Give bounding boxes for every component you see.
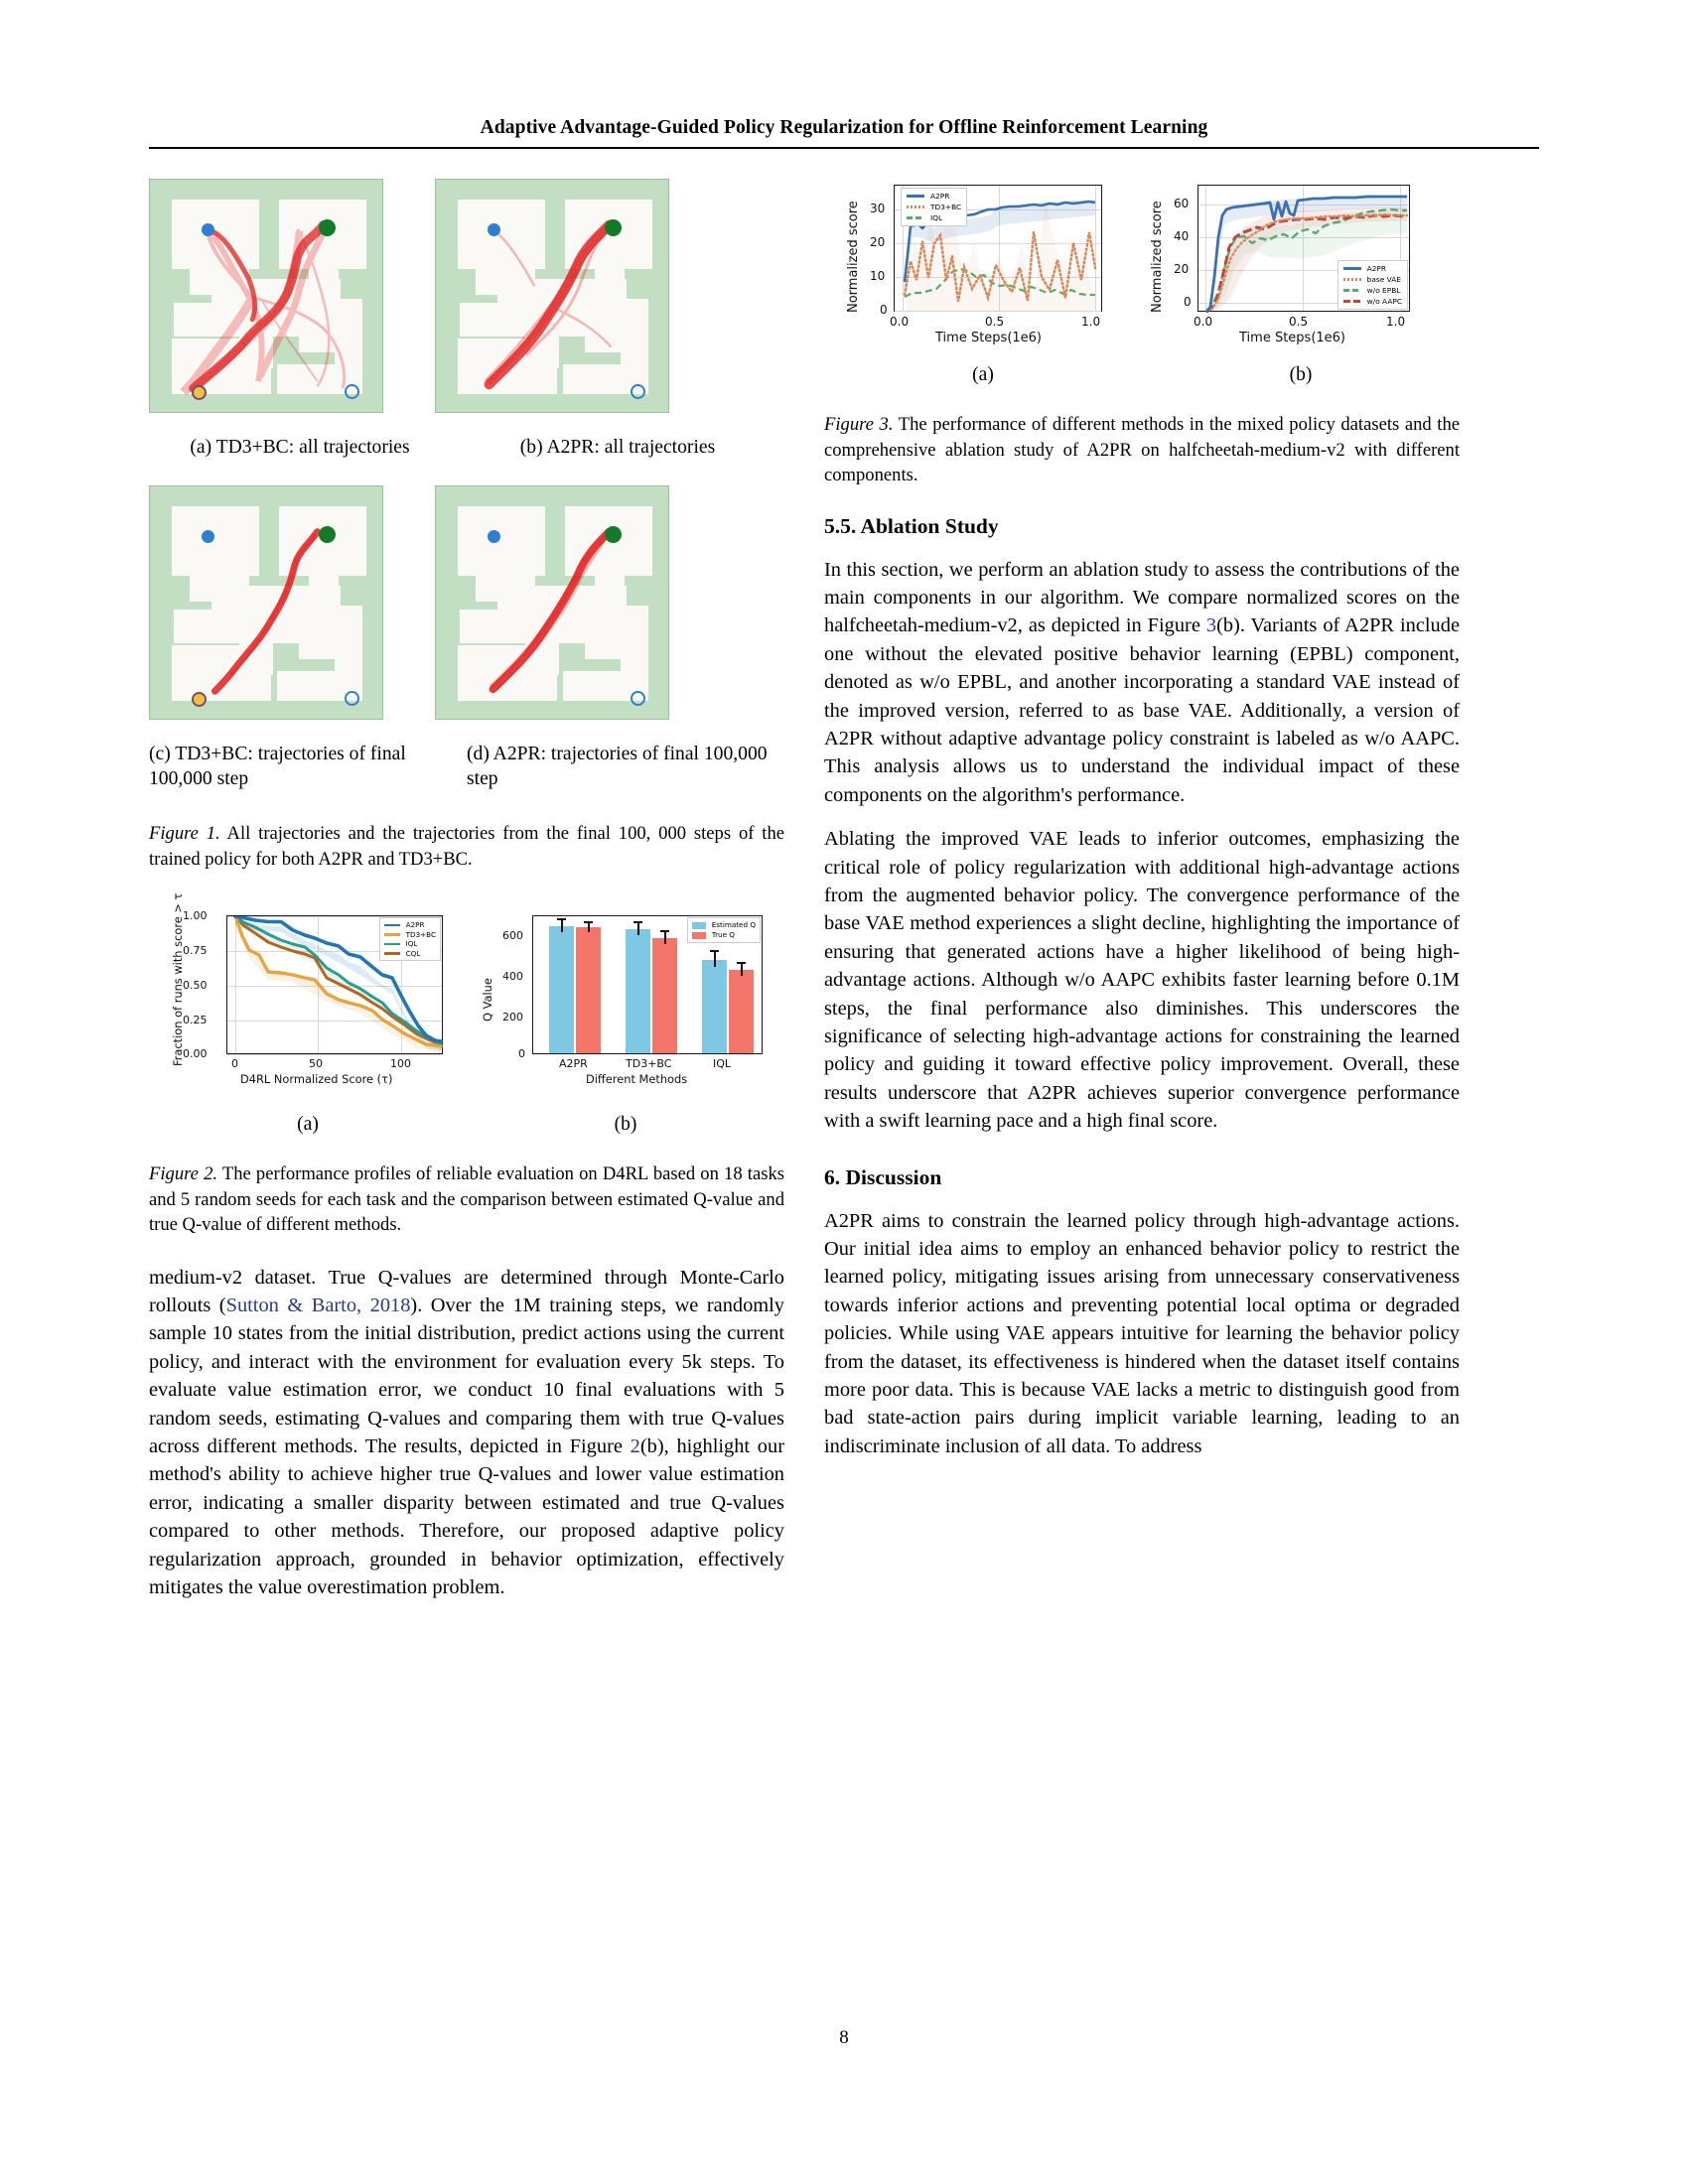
fig2a-xlabel: D4RL Normalized Score (τ) <box>240 1072 393 1086</box>
fig3b-xtick-10: 1.0 <box>1386 315 1406 329</box>
trajectory-overlay <box>150 486 382 719</box>
figure1-row2 <box>149 485 784 720</box>
chart-fig2a <box>149 892 457 1101</box>
figure3-panel-letters <box>824 364 1460 386</box>
fig2b-legend <box>687 917 761 943</box>
figure2-panel-letters <box>149 1114 784 1136</box>
figure2-plots-row <box>149 892 784 1106</box>
bar-estimated-td3bc <box>626 929 650 1053</box>
legend-swatch-box <box>692 932 706 939</box>
running-title: Adaptive Advantage-Guided Policy Regularization for Offline Reinforcement Learning <box>480 117 1208 138</box>
fig3a-axes <box>894 185 1102 312</box>
fig2a-ytick-2: 0.75 <box>183 944 208 957</box>
header-rule <box>149 147 1539 149</box>
fig3b-ytick-0: 0 <box>1184 295 1192 309</box>
legend-swatch-dashed <box>907 216 924 218</box>
legend-swatch-line <box>384 933 400 936</box>
legend-label: IQL <box>405 939 418 949</box>
legend-item-estimated-q <box>692 920 756 930</box>
figure2-panel-a-letter: (a) <box>297 1114 319 1135</box>
fig2a-xtick-2: 50 <box>309 1057 323 1070</box>
goal-marker <box>605 526 622 543</box>
chart-fig2b <box>467 907 784 1101</box>
figure-reference-3[interactable]: 3 <box>1205 614 1217 637</box>
section-heading-ablation: 5.5. Ablation Study <box>824 513 999 538</box>
start-marker <box>202 223 214 236</box>
figure1-subcaption-b: (b) A2PR: all trajectories <box>519 437 716 458</box>
figure2-caption-label: Figure 2. <box>149 1163 218 1184</box>
maze-a2pr-all <box>435 179 669 413</box>
legend-swatch-box <box>692 922 706 929</box>
legend-label: w/o AAPC <box>1366 297 1402 306</box>
fig2a-ytick-4: 0.25 <box>183 1014 208 1026</box>
fig2b-ytick-4: 0 <box>518 1047 525 1060</box>
trajectory-overlay <box>150 180 382 412</box>
figure3-caption <box>824 412 1460 488</box>
legend-label: TD3+BC <box>930 203 962 211</box>
fig3b-axes <box>1197 185 1410 312</box>
legend-item-a2pr <box>384 920 436 930</box>
fig2b-xtick-a2pr: A2PR <box>559 1057 588 1070</box>
fig3b-ytick-20: 20 <box>1174 262 1190 276</box>
figure1-subcaptions-row2 <box>149 742 784 791</box>
fig3b-ytick-40: 40 <box>1174 229 1190 243</box>
start-marker <box>488 223 500 236</box>
trajectory-overlay <box>436 486 668 719</box>
fig2b-xlabel: Different Methods <box>586 1072 688 1086</box>
start-marker <box>202 530 214 543</box>
fig3b-xlabel: Time Steps(1e6) <box>1239 331 1346 345</box>
legend-swatch-dashed <box>1343 289 1361 291</box>
legend-swatch-line <box>384 924 400 927</box>
figure1-caption <box>149 821 784 872</box>
maze-a2pr-final <box>435 485 669 720</box>
fig3b-ylabel: Normalized score <box>1150 201 1165 313</box>
legend-item-wo-epbl <box>1343 285 1402 296</box>
figure3-caption-label: Figure 3. <box>824 414 894 435</box>
fig2b-xtick-iql: IQL <box>713 1057 732 1070</box>
fig2b-ytick-3: 200 <box>502 1011 523 1024</box>
legend-swatch-dotted <box>1343 278 1361 280</box>
fig2b-axes <box>532 915 763 1054</box>
page-number: 8 <box>839 2027 849 2048</box>
figure1-caption-text: All trajectories and the trajectories from the final 100, 000 steps of the trained policy for both A2PR and TD3+BC. <box>149 823 784 870</box>
fig2b-ytick-2: 400 <box>502 970 523 983</box>
figure3-plots-row <box>824 179 1460 362</box>
figure2-panel-b-letter: (b) <box>614 1114 637 1135</box>
fig2a-legend <box>379 917 441 961</box>
goal-marker <box>319 526 336 543</box>
figure2-caption-text: The performance profiles of reliable evaluation on D4RL based on 18 tasks and 5 random seeds for each task and the comparison between estimated Q-value and true Q-value of different methods. <box>149 1163 784 1235</box>
citation-sutton-barto[interactable]: Sutton & Barto, 2018 <box>225 1294 411 1316</box>
discussion-paragraph-1: A2PR aims to constrain the learned policy through high-advantage actions. Our initial idea aims to employ an enhanced behavior policy to restrict the learned policy, mitigating issues arising from unnecessary conservativeness towards inferior actions and preventing potential local optima or degraded policies. While using VAE appears intuitive for learning the behavior policy from the dataset, its effectiveness is hindered when the dataset itself contains more poor data. This is because VAE lacks a metric to distinguish good from bad state-action pairs during implicit variable learning, leading to an indiscriminate inclusion of all data. To address <box>824 1209 1460 1457</box>
ablation-paragraph-1 <box>824 556 1460 810</box>
legend-item-a2pr <box>1343 263 1402 274</box>
fig2a-ylabel: Fraction of runs with score > τ <box>171 892 185 1066</box>
goal-marker <box>605 219 622 236</box>
left-body-paragraph <box>149 1264 784 1602</box>
fig2b-xtick-td3bc: TD3+BC <box>626 1057 672 1070</box>
legend-swatch-line <box>907 195 924 197</box>
bar-true-td3bc <box>652 938 677 1053</box>
fig3a-xtick-10: 1.0 <box>1081 315 1101 329</box>
goal-marker <box>319 219 336 236</box>
legend-item-iql <box>384 939 436 949</box>
legend-label: Estimated Q <box>711 920 756 929</box>
figure3-caption-text: The performance of different methods in the mixed policy datasets and the comprehensive ablation study of A2PR on halfcheetah-medium-v2 with different components. <box>824 414 1461 485</box>
legend-swatch-dotted <box>907 205 924 207</box>
fig2b-ytick-1: 600 <box>502 929 523 942</box>
bar-estimated-iql <box>702 960 727 1053</box>
figure1-subcaptions-row1 <box>149 435 784 460</box>
figure2-caption <box>149 1161 784 1238</box>
figure1 <box>149 179 784 872</box>
fig3a-ylabel: Normalized score <box>846 201 861 313</box>
fig3a-ytick-30: 30 <box>870 202 886 215</box>
bar-estimated-a2pr <box>549 926 574 1053</box>
bar-true-iql <box>729 970 754 1053</box>
figure1-subcaption-a: (a) TD3+BC: all trajectories <box>190 437 410 458</box>
legend-item-a2pr <box>907 191 961 202</box>
fig2a-axes <box>226 915 443 1054</box>
fig3a-ytick-10: 10 <box>870 269 886 283</box>
legend-label: A2PR <box>405 920 425 929</box>
figure2 <box>149 892 784 1238</box>
legend-item-true-q <box>692 930 756 940</box>
legend-swatch-line <box>1343 267 1361 269</box>
legend-label: IQL <box>930 213 943 222</box>
legend-label: CQL <box>405 948 421 958</box>
legend-label: w/o EPBL <box>1366 286 1401 295</box>
right-column <box>824 179 1460 1476</box>
maze-td3bc-final <box>149 485 383 720</box>
fig3a-xlabel: Time Steps(1e6) <box>935 331 1043 345</box>
chart-fig3a <box>824 179 1122 357</box>
fig2a-ytick-3: 0.50 <box>183 979 208 992</box>
figure3-panel-a-letter: (a) <box>972 364 994 385</box>
fig3b-ytick-60: 60 <box>1174 197 1190 210</box>
fig2b-ylabel: Q Value <box>481 978 494 1022</box>
trajectory-overlay <box>436 180 668 412</box>
waypoint-marker <box>345 691 359 706</box>
waypoint-marker <box>631 384 645 399</box>
ablation-p1-part1: In this section, we perform an ablation study to assess the contributions of the main components in our algorithm. We compare normalized scores on the halfcheetah-medium-v2, as depicted in Figure <box>824 558 1460 637</box>
figure-reference-2[interactable]: 2 <box>630 1434 640 1457</box>
waypoint-marker <box>345 384 359 399</box>
ablation-p1-part2: (b). Variants of A2PR include one without the elevated positive behavior learning (EPBL) component, denoted as w/o EPBL, and another incorporating a standard VAE instead of the improved version, referred to as base VAE. Additionally, a version of A2PR without adaptive advantage policy constraint is labeled as w/o AAPC. This analysis allows us to understand the individual impact of these components on the algorithm's performance. <box>824 614 1460 806</box>
legend-label: base VAE <box>1366 275 1401 284</box>
ablation-paragraph-2: Ablating the improved VAE leads to inferior outcomes, emphasizing the critical role of policy regularization with additional high-advantage actions from the augmented behavior policy. The convergence performance of the base VAE method experiences a slight decline, highlighting the importance of ensuring that generated actions have a higher likelihood of being high-advantage actions. Although w/o AAPC exhibits faster learning before 0.1M steps, the final performance also diminishes. This underscores the significance of selecting high-advantage actions for constraining the learned policy and guiding it toward effective policy improvement. Overall, these results underscore that A2PR achieves superior convergence performance with a swift learning pace and a high final score. <box>824 828 1460 1133</box>
figure3 <box>824 179 1460 488</box>
fig3b-legend <box>1337 260 1408 310</box>
figure3-panel-b-letter: (b) <box>1289 364 1313 385</box>
legend-swatch-line <box>384 943 400 946</box>
legend-item-iql <box>907 212 961 223</box>
figure1-subcaption-c: (c) TD3+BC: trajectories of final 100,000 step <box>149 744 406 789</box>
bar-true-a2pr <box>576 927 601 1053</box>
fig2a-ytick-1: 1.00 <box>183 909 208 922</box>
legend-label: A2PR <box>1366 264 1387 273</box>
waypoint-marker <box>631 691 645 706</box>
section-heading-discussion: 6. Discussion <box>824 1164 942 1189</box>
fig3b-xtick-0: 0.0 <box>1194 315 1213 329</box>
figure1-subcaption-d: (d) A2PR: trajectories of final 100,000 step <box>467 744 768 789</box>
fig2a-xtick-1: 0 <box>231 1057 238 1070</box>
fig3b-xtick-05: 0.5 <box>1289 315 1309 329</box>
fig3a-xtick-0: 0.0 <box>890 315 910 329</box>
legend-item-td3bc <box>907 202 961 212</box>
legend-item-cql <box>384 949 436 959</box>
legend-item-wo-aapc <box>1343 296 1402 307</box>
left-para-part2: ). Over the 1M training steps, we randomly sample 10 states from the initial distribution, predict actions using the current policy, and interact with the environment for evaluation every 5k steps. To evaluate value estimation error, we conduct 10 final evaluations with 5 random seeds, estimating Q-values and comparing them with true Q-values across different methods. The results, depicted in Figure <box>149 1294 785 1457</box>
left-para-part1: medium-v2 dataset. True Q-values are determined through Monte-Carlo rollouts ( <box>149 1266 784 1316</box>
fig3a-legend <box>901 188 967 226</box>
legend-item-td3bc <box>384 930 436 940</box>
figure1-row1 <box>149 179 784 413</box>
fig3a-ytick-0: 0 <box>880 303 888 317</box>
legend-label: True Q <box>711 930 735 939</box>
star-marker <box>192 385 207 400</box>
legend-label: TD3+BC <box>405 929 436 939</box>
fig2a-ytick-5: 0.00 <box>183 1047 208 1060</box>
legend-swatch-line <box>384 952 400 955</box>
fig2a-xtick-3: 100 <box>390 1057 411 1070</box>
fig3a-ytick-20: 20 <box>870 235 886 249</box>
left-para-part3: (b), highlight our method's ability to achieve higher true Q-values and lower value estimation error, indicating a smaller disparity between estimated and true Q-values compared to other methods. Therefore, our proposed adaptive policy regularization approach, grounded in behavior optimization, effectively mitigates the value overestimation problem. <box>149 1434 784 1598</box>
figure1-caption-label: Figure 1. <box>149 823 220 844</box>
legend-label: A2PR <box>930 192 950 201</box>
maze-td3bc-all <box>149 179 383 413</box>
legend-swatch-dashed <box>1343 300 1361 303</box>
chart-fig3b <box>1132 179 1430 357</box>
left-column <box>149 179 784 1617</box>
fig3a-xtick-05: 0.5 <box>985 315 1005 329</box>
legend-item-base-vae <box>1343 274 1402 285</box>
start-marker <box>488 530 500 543</box>
star-marker <box>192 692 207 707</box>
